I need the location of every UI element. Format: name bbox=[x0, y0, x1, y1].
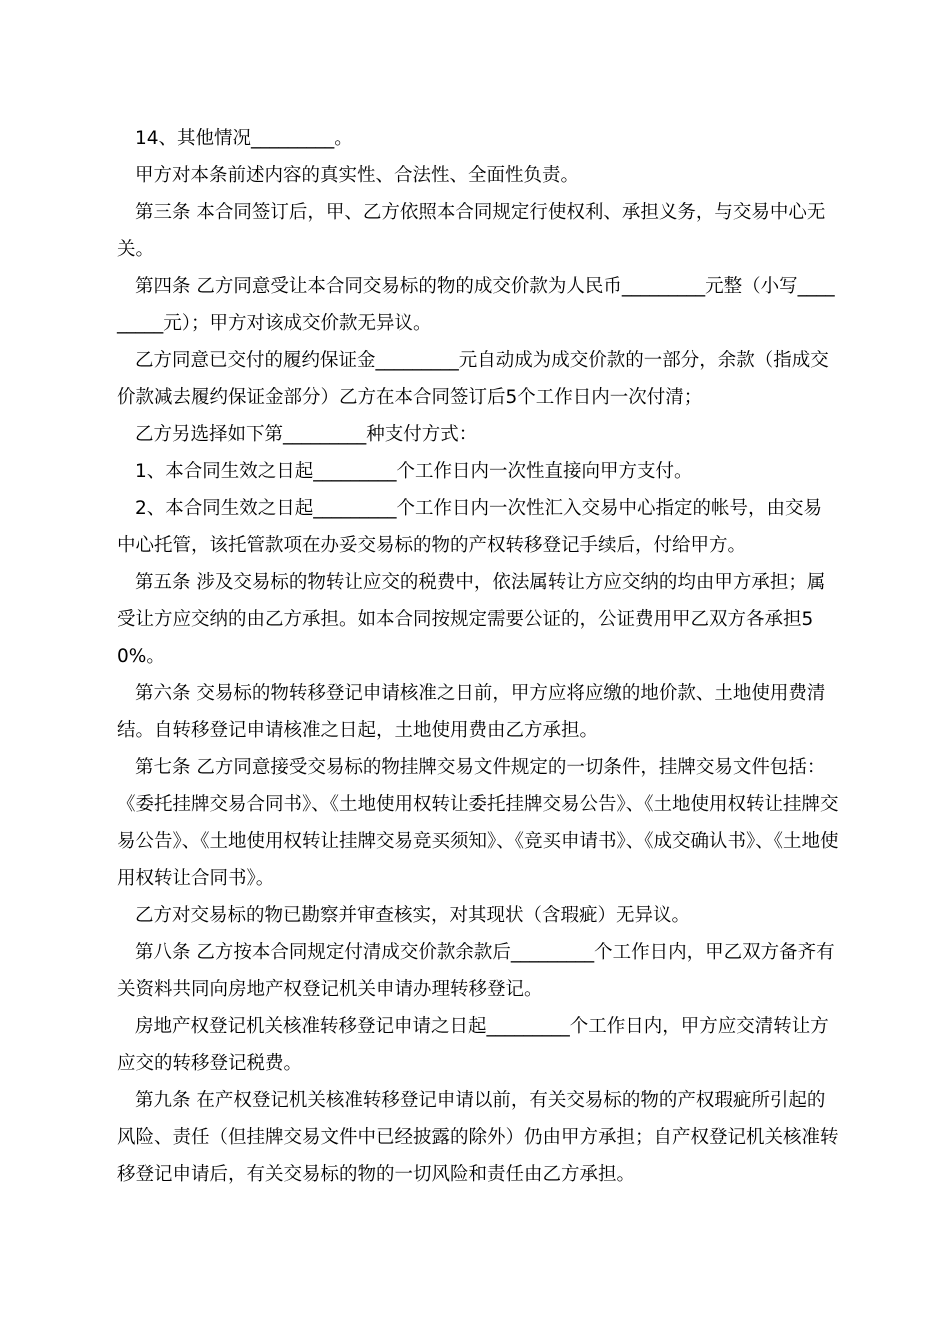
document-body bbox=[117, 120, 839, 1193]
paragraph-party-a-responsibility: 甲方对本条前述内容的真实性、合法性、全面性负责。 bbox=[135, 165, 580, 186]
paragraph-article-9: 第九条 在产权登记机关核准转移登记申请以前，有关交易标的物的产权瑕疵所引起的风险、责任（但挂牌交易文件中已经披露的除外）仍由甲方承担；自产权登记机关核准转移登记申请后，有关交易标的物的一切风险和责任由乙方承担。 bbox=[117, 1090, 839, 1185]
paragraph-inspection: 乙方对交易标的物已勘察并审查核实，对其现状（含瑕疵）无异议。 bbox=[135, 905, 691, 926]
paragraph-registration-tax: 房地产权登记机关核准转移登记申请之日起_________个工作日内，甲方应交清转让方应交的转移登记税费。 bbox=[117, 1016, 829, 1074]
paragraph-article-3: 第三条 本合同签订后，甲、乙方依照本合同规定行使权利、承担义务，与交易中心无关。 bbox=[117, 202, 826, 260]
paragraph-deposit: 乙方同意已交付的履约保证金_________元自动成为成交价款的一部分，余款（指成交价款减去履约保证金部分）乙方在本合同签订后5个工作日内一次付清； bbox=[117, 350, 829, 408]
paragraph-other-situation: 14、其他情况_________。 bbox=[135, 128, 353, 149]
paragraph-article-5: 第五条 涉及交易标的物转让应交的税费中，依法属转让方应交纳的均由甲方承担；属受让方应交纳的由乙方承担。如本合同按规定需要公证的，公证费用甲乙双方各承担50%。 bbox=[117, 572, 826, 667]
paragraph-article-4: 第四条 乙方同意受让本合同交易标的物的成交价款为人民币_________元整（小写_________元）；甲方对该成交价款无异议。 bbox=[117, 276, 835, 334]
paragraph-payment-option-1: 1、本合同生效之日起_________个工作日内一次性直接向甲方支付。 bbox=[135, 461, 693, 482]
paragraph-article-6: 第六条 交易标的物转移登记申请核准之日前，甲方应将应缴的地价款、土地使用费清结。自转移登记申请核准之日起，土地使用费由乙方承担。 bbox=[117, 683, 826, 741]
paragraph-article-8: 第八条 乙方按本合同规定付清成交价款余款后_________个工作日内，甲乙双方备齐有关资料共同向房地产权登记机关申请办理转移登记。 bbox=[117, 942, 835, 1000]
paragraph-payment-option-2: 2、本合同生效之日起_________个工作日内一次性汇入交易中心指定的帐号，由交易中心托管，该托管款项在办妥交易标的物的产权转移登记手续后，付给甲方。 bbox=[117, 498, 823, 556]
paragraph-payment-choice: 乙方另选择如下第_________种支付方式： bbox=[135, 424, 478, 445]
paragraph-article-7: 第七条 乙方同意接受交易标的物挂牌交易文件规定的一切条件，挂牌交易文件包括：《委托挂牌交易合同书》、《土地使用权转让委托挂牌交易公告》、《土地使用权转让挂牌交易公告》、《土地使用权转让挂牌交易竞买须知》、《竞买申请书》、《成交确认书》、《土地使用权转让合同书》。 bbox=[117, 757, 839, 889]
